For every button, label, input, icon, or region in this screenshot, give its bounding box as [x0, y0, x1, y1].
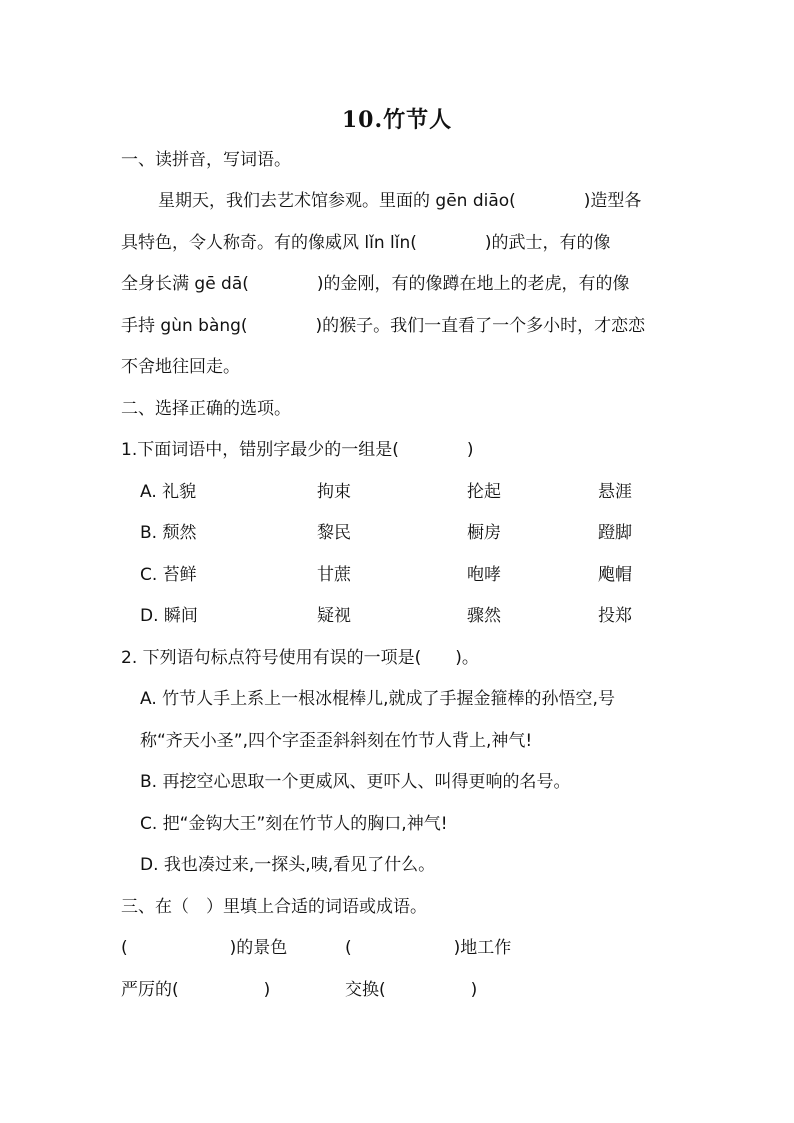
- section-2-heading: 二、选择正确的选项。: [121, 399, 291, 419]
- option-b-word-2: 黎民: [317, 523, 351, 543]
- option-c-word-1: C. 苔鲜: [140, 565, 197, 585]
- option-a-word-4: 悬涯: [598, 482, 632, 502]
- option-a-word-2: 拘束: [317, 482, 351, 502]
- option-a-word-3: 抡起: [467, 482, 501, 502]
- option-b-word-4: 蹬脚: [598, 523, 632, 543]
- worksheet-title: 10.竹节人: [341, 107, 453, 133]
- passage-line-5: 不舍地往回走。: [121, 357, 240, 377]
- option-b-word-1: B. 颓然: [140, 523, 197, 543]
- passage-line-2: 具特色，令人称奇。有的像威风 lǐn lǐn( )的武士，有的像: [121, 233, 611, 253]
- fill-item-1: ( )的景色: [121, 938, 288, 958]
- option-d-word-4: 投郑: [598, 606, 632, 626]
- question-2-stem: 2. 下列语句标点符号使用有误的一项是( )。: [121, 648, 479, 668]
- question-1-stem: 1.下面词语中，错别字最少的一组是( ): [121, 440, 474, 460]
- q2-option-a-line-2: 称“齐天小圣”,四个字歪歪斜斜刻在竹节人背上,神气!: [140, 731, 533, 751]
- option-d-word-3: 骤然: [467, 606, 501, 626]
- fill-item-3: 严厉的( ): [121, 980, 271, 1000]
- option-c-word-2: 甘蔗: [317, 565, 351, 585]
- fill-item-4: 交换( ): [345, 980, 478, 1000]
- passage-line-4: 手持 gùn bàng( )的猴子。我们一直看了一个多小时，才恋恋: [121, 316, 646, 336]
- q2-option-c: C. 把“金钩大王”刻在竹节人的胸口,神气!: [140, 814, 448, 834]
- option-c-word-4: 飑帽: [598, 565, 632, 585]
- fill-item-2: ( )地工作: [345, 938, 512, 958]
- option-d-word-2: 疑视: [317, 606, 351, 626]
- q2-option-b: B. 再挖空心思取一个更威风、更吓人、叫得更响的名号。: [140, 772, 571, 792]
- q2-option-a-line-1: A. 竹节人手上系上一根冰棍棒儿,就成了手握金箍棒的孙悟空,号: [140, 689, 615, 709]
- section-3-heading: 三、在（ ）里填上合适的词语或成语。: [121, 897, 427, 917]
- section-1-heading: 一、读拼音，写词语。: [121, 150, 291, 170]
- passage-line-1: 星期天，我们去艺术馆参观。里面的 gēn diāo( )造型各: [158, 191, 642, 211]
- option-a-word-1: A. 礼貌: [140, 482, 197, 502]
- option-b-word-3: 橱房: [467, 523, 501, 543]
- option-c-word-3: 咆哮: [467, 565, 501, 585]
- option-d-word-1: D. 瞬间: [140, 606, 198, 626]
- q2-option-d: D. 我也凑过来,一探头,咦,看见了什么。: [140, 855, 436, 875]
- passage-line-3: 全身长满 gē dā( )的金刚，有的像蹲在地上的老虎，有的像: [121, 274, 630, 294]
